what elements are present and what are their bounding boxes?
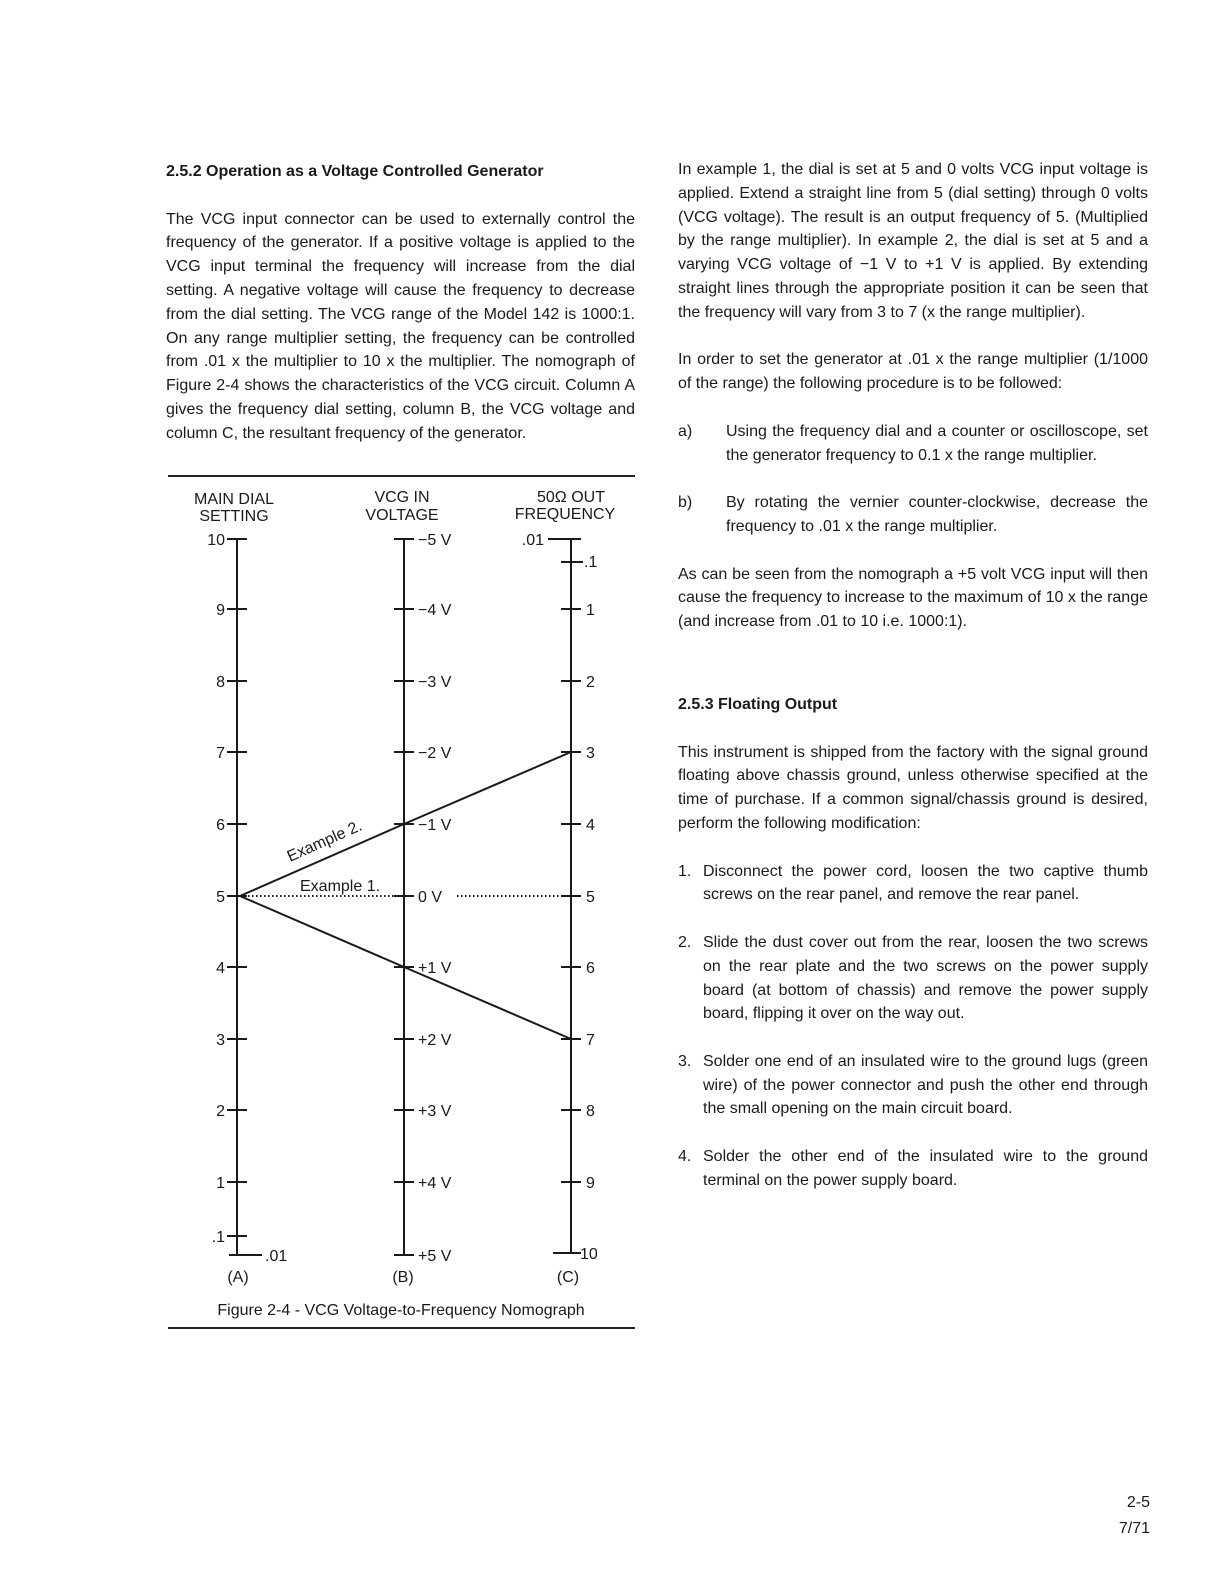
col-c-title: FREQUENCY	[514, 506, 616, 523]
axis-c-tick-label: 7	[586, 1032, 595, 1049]
axis-a-tick-label: 3	[216, 1032, 225, 1049]
col-b-title: VOLTAGE	[365, 507, 439, 524]
col-b-title: VCG IN	[374, 489, 430, 506]
axis-c-tick-label: 4	[586, 817, 595, 834]
max-paragraph: As can be seen from the nomograph a +5 volt VCG input will then cause the frequency to increase to the maximum of 10 x the range (and increase from .01 to 10 i.e. 1000:1).	[678, 565, 1148, 631]
vcg-paragraph: The VCG input connector can be used to externally control the frequency of the generator. If a positive voltage is applied to the VCG input terminal the frequency will increase from the dial setting. A negative voltage will cause the frequency to decrease from the dial setting. The VCG range of the Model 142 is 1000:1. On any range multiplier setting, the frequency can be controlled from .01 x the multiplier to 10 x the multiplier. The nomograph of Figure 2-4 shows the characteristics of the VCG circuit. Column A gives the frequency dial setting, column B, the VCG voltage and column C, the resultant frequency of the generator.	[166, 210, 635, 442]
axis-a-tick-label: 7	[216, 745, 225, 762]
axis-b-tick-label: −3 V	[418, 674, 452, 691]
axis-c-tick-label: 3	[586, 745, 595, 762]
step-text: By rotating the vernier counter-clockwise, decrease the frequency to .01 x the range multiplier.	[726, 494, 1148, 535]
step-b	[678, 491, 1148, 539]
axis-b-tick-label: +2 V	[418, 1032, 452, 1049]
axis-c-tick-label: 5	[586, 889, 595, 906]
step-text: Disconnect the power cord, loosen the two captive thumb screws on the rear panel, and remove the rear panel.	[703, 862, 1148, 904]
col-a-title: MAIN DIAL	[193, 491, 275, 508]
axis-c-tick-label: 2	[586, 674, 595, 691]
right-column	[678, 158, 1148, 1193]
axis-a-tick-label: 6	[216, 817, 225, 834]
axis-a-tick-label: 4	[216, 960, 225, 977]
axis-c-tick-label: 9	[586, 1175, 595, 1192]
example-1-label: Example 1.	[300, 878, 381, 895]
floating-paragraph: This instrument is shipped from the factory with the signal ground floating above chassis ground, unless otherwise specified at the time of purchase. If a common signal/chassis ground is desired, perform the following modification:	[678, 743, 1148, 832]
axis-b-tick-label: −4 V	[418, 602, 452, 619]
axis-c-tick-label: 10	[580, 1246, 598, 1263]
step-key: b)	[678, 494, 693, 512]
axis-b-tick-label: −5 V	[418, 532, 452, 549]
step-key: 1.	[678, 862, 692, 880]
axis-c-tick-label: 1	[586, 602, 595, 619]
procedure-intro: In order to set the generator at .01 x the range multiplier (1/1000 of the range) the following procedure is to be followed:	[678, 351, 1148, 393]
axis-a-tick-label: 9	[216, 602, 225, 619]
axis-a-tick-label: 8	[216, 674, 225, 691]
axis-b-tick-label: −2 V	[418, 745, 452, 762]
col-a-title: SETTING	[199, 508, 269, 525]
mod-step	[678, 860, 1148, 908]
axis-a-tick-label: 1	[216, 1175, 225, 1192]
axis-b-tick-label: 0 V	[418, 889, 443, 906]
axis-c-tick-label: 8	[586, 1103, 595, 1120]
axis-c-tick-label: 6	[586, 960, 595, 977]
section-heading-2-5-2: 2.5.2 Operation as a Voltage Controlled Generator	[166, 163, 544, 180]
axis-a-tick-label: 5	[216, 889, 225, 906]
step-text: Solder one end of an insulated wire to the ground lugs (green wire) of the power connector and push the other end through the small opening on the main circuit board.	[703, 1052, 1148, 1118]
axis-c-tick-label: .01	[521, 532, 544, 549]
step-text: Slide the dust cover out from the rear, loosen the two screws on the rear plate and the two screws on the power supply board (at bottom of chassis) and remove the power supply board, flipping it over on the way out.	[703, 933, 1148, 1023]
step-key: a)	[678, 422, 693, 440]
example-2-label: Example 2.	[284, 817, 365, 866]
axis-a-tick-label: .01	[265, 1248, 288, 1265]
step-text: Solder the other end of the insulated wire to the ground terminal on the power supply board.	[703, 1148, 1148, 1189]
section-heading-2-5-3: 2.5.3 Floating Output	[678, 695, 838, 713]
step-a	[678, 420, 1148, 468]
axis-b-tick-label: −1 V	[418, 817, 452, 834]
page-number: 2-5	[1126, 1494, 1150, 1511]
col-c-label: (C)	[556, 1269, 580, 1286]
axis-a-tick-label: 10	[207, 532, 225, 549]
axis-a-tick-label: .1	[211, 1229, 225, 1246]
step-key: 2.	[678, 933, 692, 951]
col-c-title: 50Ω OUT	[537, 489, 605, 506]
figure-caption: Figure 2-4 - VCG Voltage-to-Frequency Nomograph	[217, 1302, 585, 1319]
col-b-label: (B)	[392, 1269, 414, 1286]
axis-b-tick-label: +1 V	[418, 960, 452, 977]
step-text: Using the frequency dial and a counter or oscilloscope, set the generator frequency to 0.1 x the range multiplier.	[726, 422, 1148, 464]
examples-paragraph: In example 1, the dial is set at 5 and 0 volts VCG input voltage is applied. Extend a straight line from 5 (dial setting) through 0 volts (VCG voltage). The result is an output frequency of 5. (Multiplied by the range multiplier). In example 2, the dial is set at 5 and a varying VCG voltage of −1 V to +1 V is applied. By extending straight lines through the appropriate position it can be seen that the frequency will vary from 3 to 7 (x the range multiplier).	[678, 161, 1148, 321]
axis-b-tick-label: +5 V	[418, 1248, 452, 1265]
mod-step	[678, 1050, 1148, 1121]
mod-step	[678, 931, 1148, 1026]
axis-b-tick-label: +3 V	[418, 1103, 452, 1120]
axis-b-tick-label: +4 V	[418, 1175, 452, 1192]
step-key: 3.	[678, 1052, 692, 1070]
mod-step	[678, 1145, 1148, 1193]
axis-a-tick-label: 2	[216, 1103, 225, 1120]
col-a-label: (A)	[227, 1269, 249, 1286]
step-key: 4.	[678, 1148, 692, 1166]
page-date: 7/71	[1118, 1520, 1150, 1537]
axis-c-tick-label: .1	[584, 554, 598, 571]
